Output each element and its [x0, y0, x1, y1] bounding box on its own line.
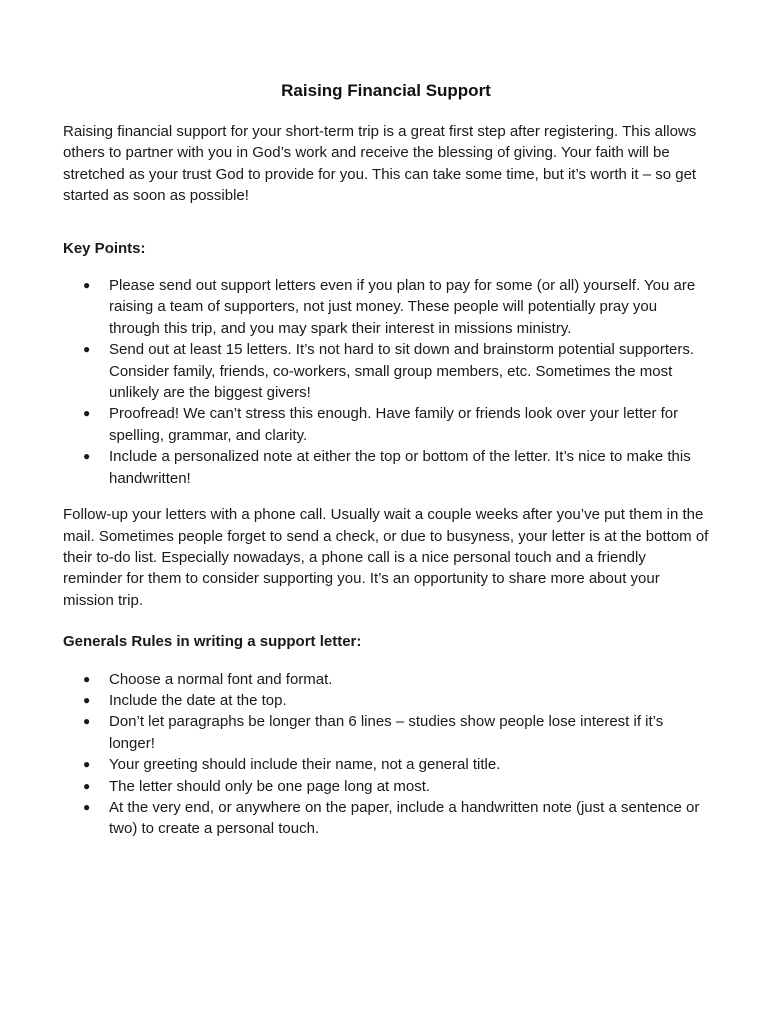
list-item: ● Please send out support letters even if you plan to pay for some (or all) yourself. You are raising a team of supporters, not just money. These people will potentially pray you through this trip, and you may spark their interest in missions ministry.	[63, 275, 709, 339]
list-item: ● Send out at least 15 letters. It’s not hard to sit down and brainstorm potential supporters. Consider family, friends, co-workers, small group members, etc. Sometimes the most unlikely are the biggest givers!	[63, 339, 709, 403]
list-item: ● Choose a normal font and format.	[63, 669, 709, 690]
list-item: ● Proofread! We can’t stress this enough. Have family or friends look over your letter for spelling, grammar, and clarity.	[63, 403, 709, 446]
key-points-heading: Key Points:	[63, 239, 146, 257]
document-page	[63, 78, 709, 840]
intro-paragraph: Raising financial support for your short-term trip is a great first step after registering. This allows others to partner with you in God’s work and receive the blessing of giving. Your faith will be stretched as your trust God to provide for you. This can take some time, but it’s worth it – so get started as soon as possible!	[63, 123, 697, 205]
list-item: ● Your greeting should include their name, not a general title.	[63, 754, 709, 775]
list-item: ● Include the date at the top.	[63, 690, 709, 711]
followup-paragraph: Follow-up your letters with a phone call. Usually wait a couple weeks after you’ve put them in the mail. Sometimes people forget to send a check, or due to busyness, your letter is at the bottom of their to-do list. Especially nowadays, a phone call is a nice personal touch and a friendly reminder for them to consider supporting you. It’s an opportunity to share more about your mission trip.	[63, 506, 709, 609]
list-item: ● Include a personalized note at either the top or bottom of the letter. It’s nice to make this handwritten!	[63, 446, 709, 489]
list-item: ● The letter should only be one page long at most.	[63, 776, 709, 797]
list-item: ● At the very end, or anywhere on the paper, include a handwritten note (just a sentence or two) to create a personal touch.	[63, 797, 709, 840]
key-points-list	[63, 275, 709, 489]
document-title: Raising Financial Support	[281, 81, 491, 100]
rules-list	[63, 669, 709, 840]
list-item: ● Don’t let paragraphs be longer than 6 lines – studies show people lose interest if it’s longer!	[63, 711, 709, 754]
rules-heading: Generals Rules in writing a support letter:	[63, 633, 362, 651]
